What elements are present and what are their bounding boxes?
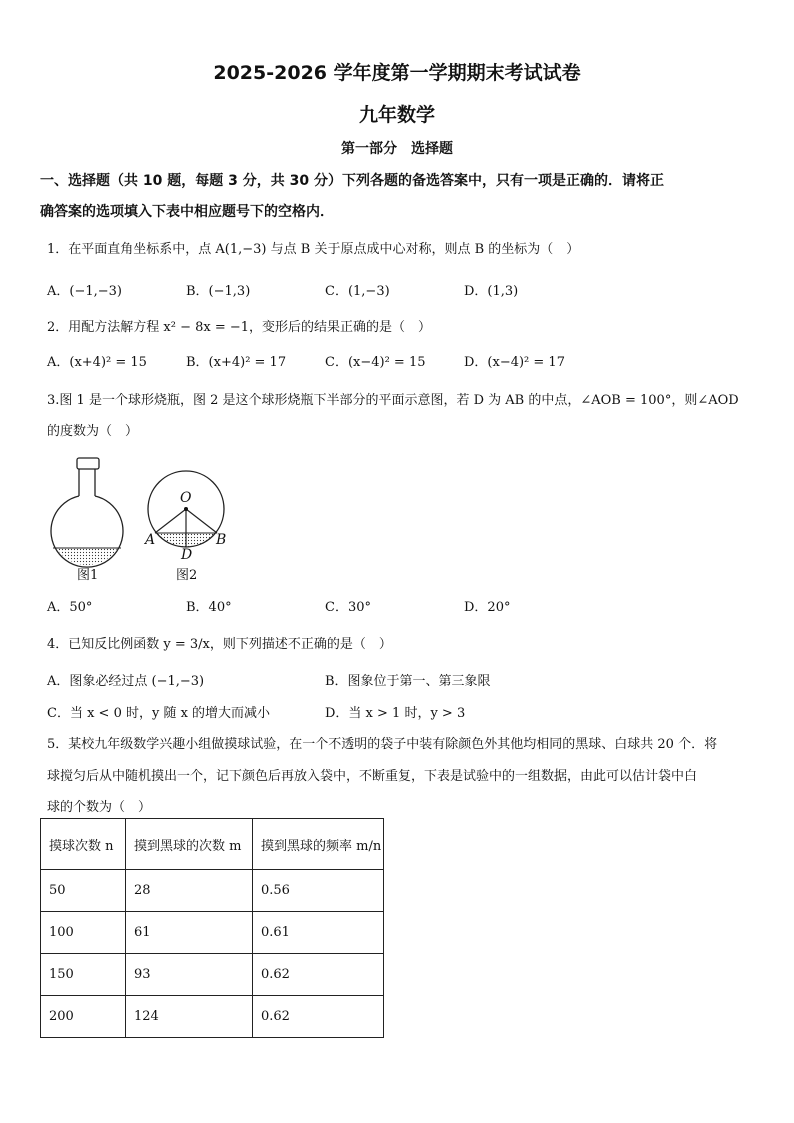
question-1-stem: 1．在平面直角坐标系中，点 A(1,−3) 与点 B 关于原点成中心对称，则点 B 的坐标为（ ） [47,242,580,257]
data-table [40,818,384,1038]
q1-option-a: A．(−1,−3) [47,284,122,299]
question-5-stem-line3: 球的个数为（ ） [47,800,152,815]
q3-option-a: A．50° [47,600,93,615]
table-header-cell: 摸球次数 n [41,819,126,870]
q3-option-b: B．40° [186,600,232,615]
q3-option-d: D．20° [464,600,511,615]
table-row [41,954,384,996]
q1-option-d: D．(1,3) [464,284,519,299]
q2-option-a: A．(x+4)² = 15 [47,355,147,370]
label-d: D [181,547,193,563]
q1-option-c: C．(1,−3) [325,284,390,299]
exam-subtitle: 九年数学 [358,104,435,126]
table-cell: 150 [41,954,126,996]
label-o: O [180,490,192,506]
table-row [41,870,384,912]
table-row [41,996,384,1038]
q4-option-b: B．图象位于第一、第三象限 [325,674,491,689]
table-cell: 0.62 [253,954,384,996]
table-cell: 100 [41,912,126,954]
label-a: A [145,532,156,548]
table-cell: 93 [126,954,253,996]
table-header-cell: 摸到黑球的次数 m [126,819,253,870]
question-2-stem: 2．用配方法解方程 x² − 8x = −1，变形后的结果正确的是（ ） [47,320,432,335]
q3-option-c: C．30° [325,600,371,615]
table-cell: 0.62 [253,996,384,1038]
flask-figures [40,452,240,587]
flask-icon [48,458,128,578]
section-instruction-line1: 一、选择题（共 10 题，每题 3 分，共 30 分）下列各题的备选答案中，只有一项是正确的．请将正 [40,173,664,189]
question-3-stem-line1: 3.图 1 是一个球形烧瓶，图 2 是这个球形烧瓶下半部分的平面示意图，若 D 为 AB 的中点，∠AOB = 100°，则∠AOD [47,393,739,408]
q4-option-d: D．当 x > 1 时，y > 3 [325,706,466,721]
table-row [41,912,384,954]
question-5-stem-line2: 球搅匀后从中随机摸出一个，记下颜色后再放入袋中，不断重复，下表是试验中的一组数据，由此可以估计袋中白 [47,769,698,784]
q2-option-d: D．(x−4)² = 17 [464,355,565,370]
figure-1-caption: 图1 [77,568,99,583]
figure-2-caption: 图2 [176,568,198,583]
question-3-stem-line2: 的度数为（ ） [47,424,139,439]
table-cell: 0.56 [253,870,384,912]
label-b: B [216,532,227,548]
table-cell: 124 [126,996,253,1038]
q4-option-c: C．当 x < 0 时，y 随 x 的增大而减小 [47,706,271,721]
question-5-stem-line1: 5．某校九年级数学兴趣小组做摸球试验，在一个不透明的袋子中装有除颜色外其他均相同的黑球、白球共 20 个．将 [47,737,718,752]
table-cell: 61 [126,912,253,954]
q4-option-a: A．图象必经过点 (−1,−3) [47,674,205,689]
table-cell: 28 [126,870,253,912]
table-cell: 0.61 [253,912,384,954]
table-cell: 200 [41,996,126,1038]
table-cell: 50 [41,870,126,912]
circle-schematic [145,471,227,553]
q2-option-b: B．(x+4)² = 17 [186,355,287,370]
exam-title: 2025-2026 学年度第一学期期末考试试卷 [213,62,581,84]
question-4-stem: 4．已知反比例函数 y = 3/x，则下列描述不正确的是（ ） [47,637,392,652]
table-header-row [41,819,384,870]
q1-option-b: B．(−1,3) [186,284,251,299]
section-instruction-line2: 确答案的选项填入下表中相应题号下的空格内． [40,204,334,220]
part-heading: 第一部分 选择题 [341,141,453,157]
table-header-cell: 摸到黑球的频率 m/n [253,819,384,870]
q2-option-c: C．(x−4)² = 15 [325,355,426,370]
